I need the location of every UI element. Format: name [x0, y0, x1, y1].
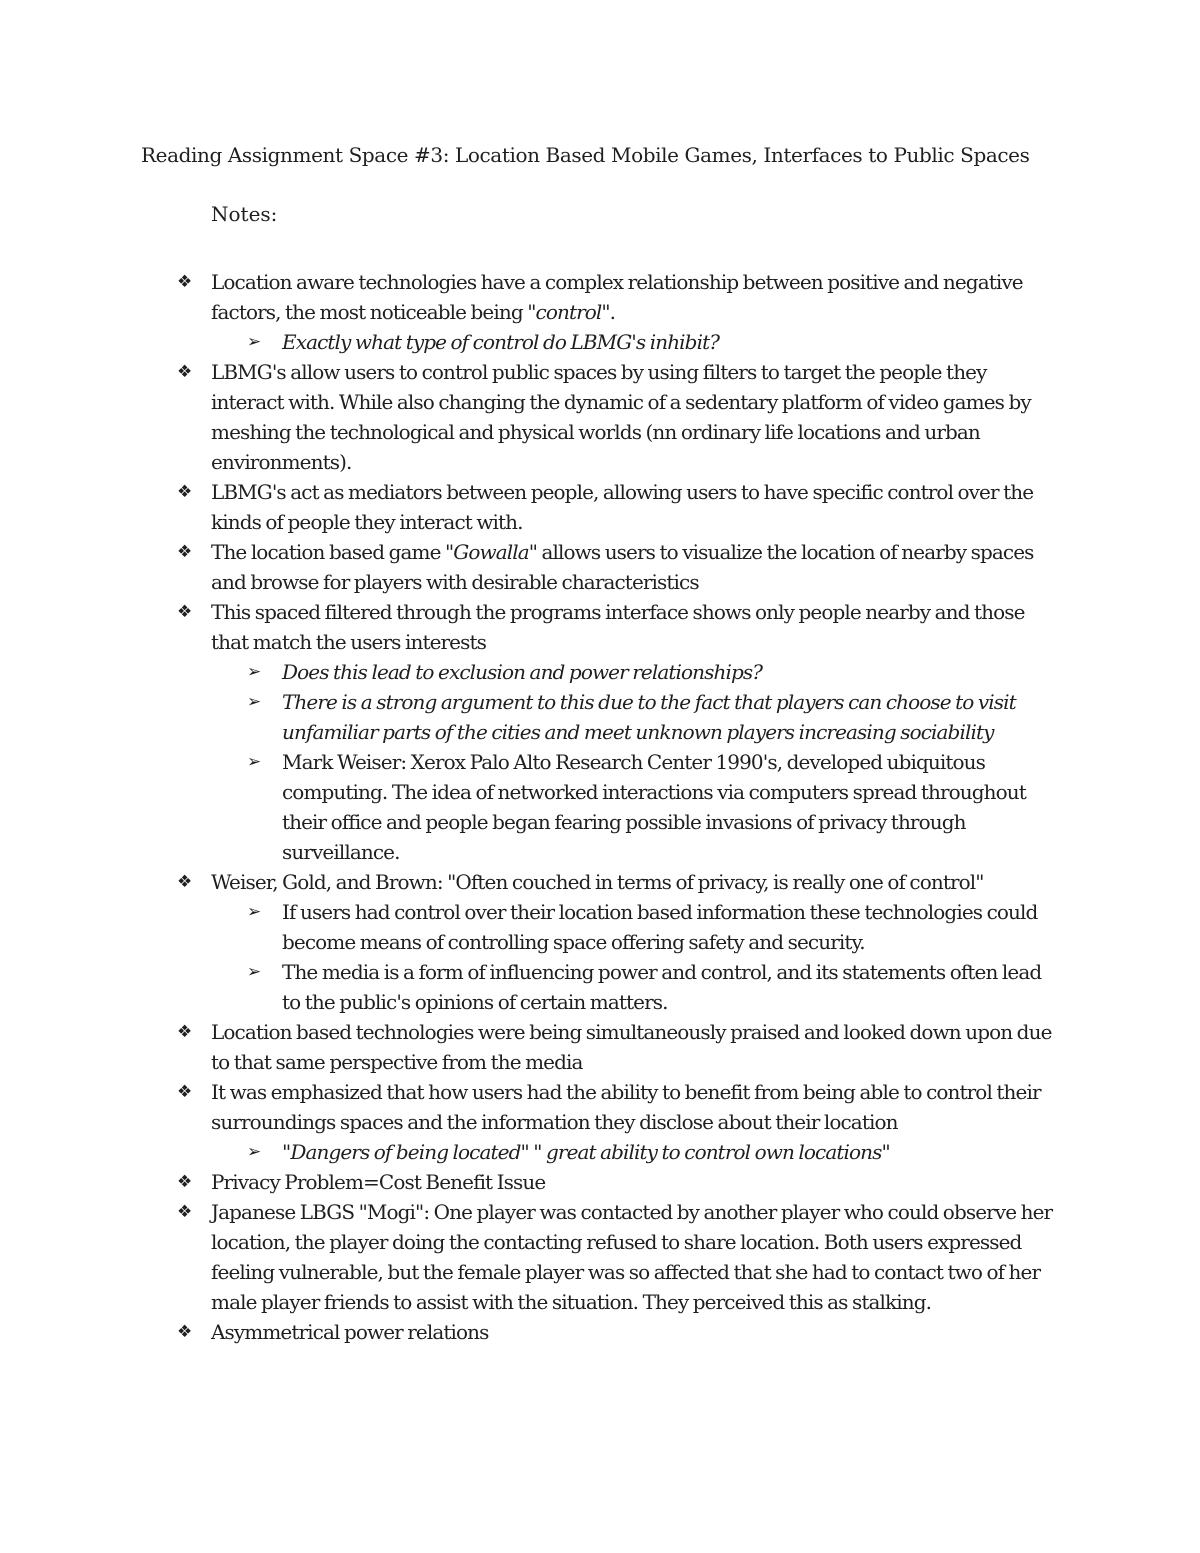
arrow-bullet-icon: ➢ [247, 662, 262, 682]
list-item [0, 537, 1061, 597]
item-text: The media is a form of influencing power and control, and its statements often lead to the public's opinions of certain matters. [282, 960, 1042, 1014]
diamond-bullet-icon: ❖ [177, 602, 193, 622]
sub-list-item [0, 327, 1057, 357]
item-text: LBMG's act as mediators between people, allowing users to have specific control over the kinds of people they interact with. [211, 480, 1034, 534]
item-text-end: " allows users to visualize the location of nearby spaces and browse for players with desirable characteristics [211, 540, 1034, 594]
arrow-bullet-icon: ➢ [247, 692, 262, 712]
list-item [0, 597, 1061, 657]
item-text: Mark Weiser: Xerox Palo Alto Research Center 1990's, developed ubiquitous computing. The idea of networked interactions via computers spread throughout their office and people began fearing possible invasions of privacy through surveillance. [282, 750, 1026, 864]
notes-label: Notes: [211, 202, 278, 226]
diamond-bullet-icon: ❖ [177, 1322, 193, 1342]
item-text: There is a strong argument to this due to the fact that players can choose to visit unfamiliar parts of the cities and meet unknown players increasing sociability [282, 690, 1016, 744]
item-text: Location based technologies were being simultaneously praised and looked down upon due to that same perspective from the media [211, 1020, 1052, 1074]
list-item [0, 1017, 1061, 1077]
diamond-bullet-icon: ❖ [177, 1172, 193, 1192]
item-text-end: ". [601, 300, 616, 324]
item-text: Privacy Problem=Cost Benefit Issue [211, 1170, 546, 1194]
item-text: This spaced filtered through the programs interface shows only people nearby and those that match the users interests [211, 600, 1025, 654]
list-item [0, 477, 1061, 537]
item-text: Japanese LBGS "Mogi": One player was contacted by another player who could observe her location, the player doing the contacting refused to share location. Both users expressed feeling vulnerable, but the female player was so affected that she had to contact two of her male player friends to assist with the situation. They perceived this as stalking. [211, 1200, 1053, 1314]
list-item [0, 1167, 1061, 1197]
item-text: If users had control over their location based information these technologies could become means of controlling space offering safety and security. [282, 900, 1038, 954]
item-text: Location aware technologies have a complex relationship between positive and negative factors, the most noticeable being " [211, 270, 1023, 324]
list-item [0, 357, 1061, 477]
item-text: It was emphasized that how users had the ability to benefit from being able to control their surroundings spaces and the information they disclose about their location [211, 1080, 1041, 1134]
list-item [0, 1317, 1061, 1347]
item-text: Does this lead to exclusion and power relationships? [282, 660, 763, 684]
item-emphasis: Gowalla [453, 540, 529, 564]
diamond-bullet-icon: ❖ [177, 272, 193, 292]
diamond-bullet-icon: ❖ [177, 482, 193, 502]
item-text: " [282, 1140, 291, 1164]
item-emphasis: Dangers of being located" " great ability to control own locations [290, 1140, 882, 1164]
item-text: LBMG's allow users to control public spaces by using filters to target the people they interact with. While also changing the dynamic of a sedentary platform of video games by meshing the technological and physical worlds (nn ordinary life locations and urban environments). [211, 360, 1031, 474]
diamond-bullet-icon: ❖ [177, 1022, 193, 1042]
item-emphasis: control [535, 300, 602, 324]
item-text-end: " [881, 1140, 890, 1164]
sub-list-item [0, 957, 1057, 1017]
diamond-bullet-icon: ❖ [177, 542, 193, 562]
list-item [0, 267, 1061, 327]
arrow-bullet-icon: ➢ [247, 752, 262, 772]
diamond-bullet-icon: ❖ [177, 1082, 193, 1102]
arrow-bullet-icon: ➢ [247, 902, 262, 922]
item-text: Asymmetrical power relations [211, 1320, 489, 1344]
diamond-bullet-icon: ❖ [177, 872, 193, 892]
arrow-bullet-icon: ➢ [247, 1142, 262, 1162]
sub-list-item [0, 897, 1057, 957]
item-text: Exactly what type of control do LBMG's inhibit? [282, 330, 720, 354]
sub-list-item [0, 1137, 1057, 1167]
arrow-bullet-icon: ➢ [247, 962, 262, 982]
sub-list-item [0, 657, 1057, 687]
arrow-bullet-icon: ➢ [247, 332, 262, 352]
list-item [0, 1197, 1061, 1317]
item-text: The location based game " [211, 540, 454, 564]
diamond-bullet-icon: ❖ [177, 1202, 193, 1222]
item-text: Weiser, Gold, and Brown: "Often couched in terms of privacy, is really one of control" [211, 870, 984, 894]
diamond-bullet-icon: ❖ [177, 362, 193, 382]
sub-list-item [0, 747, 1057, 867]
list-item [0, 1077, 1061, 1137]
document-title: Reading Assignment Space #3: Location Based Mobile Games, Interfaces to Public Spaces [141, 143, 1030, 167]
notes-list [0, 267, 1200, 1347]
list-item [0, 867, 1061, 897]
sub-list-item [0, 687, 1057, 747]
